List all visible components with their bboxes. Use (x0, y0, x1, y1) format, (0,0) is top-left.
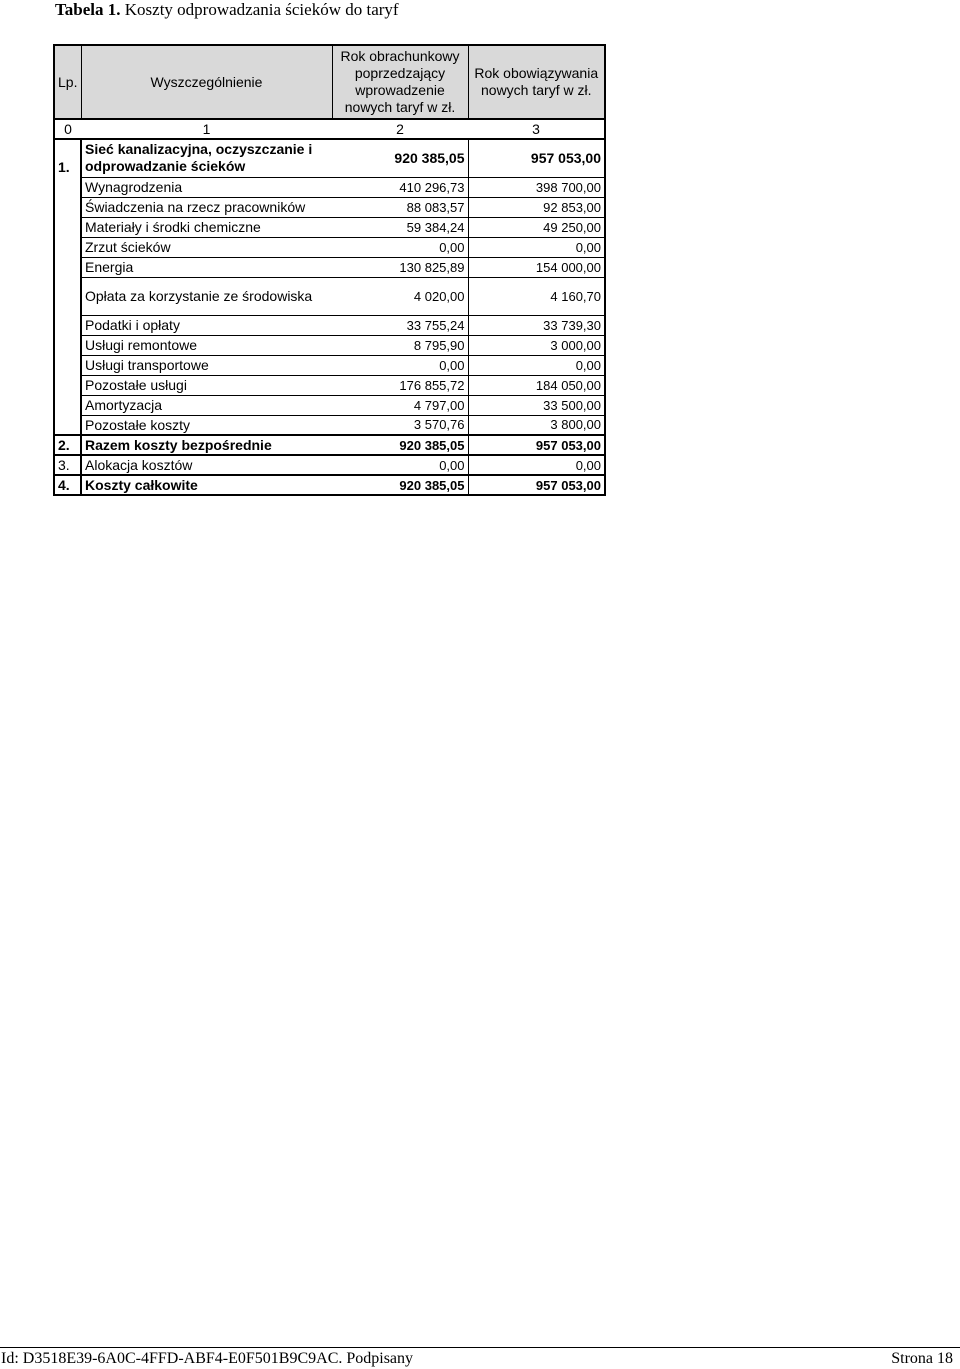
table-row (54, 277, 605, 315)
section-description-line: Sieć kanalizacyjna, oczyszczanie i (85, 141, 313, 158)
total-lp: 2. (54, 435, 81, 455)
index-cell: 0 (54, 119, 81, 139)
table-row (54, 335, 605, 355)
table-caption (55, 0, 399, 20)
row-lp (54, 375, 81, 395)
section-description (81, 139, 332, 177)
row-current-value: 0,00 (468, 237, 605, 257)
total-lp: 4. (54, 475, 81, 495)
table-row (54, 415, 605, 435)
row-description: Usługi remontowe (81, 335, 332, 355)
header-current-line: nowych taryf w zł. (481, 82, 592, 98)
section-lp: 1. (54, 139, 81, 177)
row-lp (54, 315, 81, 335)
row-description: Zrzut ścieków (81, 237, 332, 257)
row-lp (54, 237, 81, 257)
table-row (54, 197, 605, 217)
row-current-value: 92 853,00 (468, 197, 605, 217)
header-previous-line: wprowadzenie (355, 82, 445, 98)
total-current-value: 957 053,00 (468, 475, 605, 495)
total-row (54, 455, 605, 475)
table-row (54, 177, 605, 197)
row-current-value: 184 050,00 (468, 375, 605, 395)
row-description: Pozostałe usługi (81, 375, 332, 395)
row-lp (54, 277, 81, 315)
row-current-value: 0,00 (468, 355, 605, 375)
total-lp: 3. (54, 455, 81, 475)
header-lp: Lp. (54, 45, 81, 119)
table-row (54, 395, 605, 415)
row-previous-value: 410 296,73 (332, 177, 468, 197)
row-previous-value: 88 083,57 (332, 197, 468, 217)
row-previous-value: 33 755,24 (332, 315, 468, 335)
index-cell: 3 (468, 119, 605, 139)
row-description: Pozostałe koszty (85, 416, 191, 433)
row-description: Podatki i opłaty (81, 315, 332, 335)
row-current-value: 3 000,00 (468, 335, 605, 355)
row-description: Energia (81, 257, 332, 277)
caption-text: Koszty odprowadzania ścieków do taryf (124, 0, 399, 19)
row-current-value: 33 500,00 (468, 395, 605, 415)
row-previous-value: 0,00 (332, 355, 468, 375)
table-row (54, 237, 605, 257)
document-id: Id: D3518E39-6A0C-4FFD-ABF4-E0F501B9C9AC. Podpisany (1, 1350, 414, 1367)
section-previous-value: 920 385,05 (332, 139, 468, 177)
table-row (54, 217, 605, 237)
row-previous-value: 130 825,89 (332, 257, 468, 277)
row-current-value: 154 000,00 (468, 257, 605, 277)
row-previous-value: 3 570,76 (332, 415, 468, 435)
total-previous-value: 0,00 (332, 455, 468, 475)
table-row (54, 375, 605, 395)
section-current-value: 957 053,00 (468, 139, 605, 177)
total-row (54, 475, 605, 495)
row-description: Amortyzacja (81, 395, 332, 415)
row-lp (54, 415, 81, 435)
row-lp (54, 335, 81, 355)
index-row (54, 119, 605, 139)
total-previous-value: 920 385,05 (332, 475, 468, 495)
page-number: Strona 18 (891, 1350, 953, 1367)
table-row (54, 257, 605, 277)
section-row (54, 139, 605, 177)
row-previous-value: 4 797,00 (332, 395, 468, 415)
row-description: Świadczenia na rzecz pracowników (81, 197, 332, 217)
row-lp (54, 177, 81, 197)
row-previous-value: 8 795,90 (332, 335, 468, 355)
total-description: Alokacja kosztów (81, 455, 332, 475)
row-lp (54, 257, 81, 277)
total-row (54, 435, 605, 455)
header-description: Wyszczególnienie (81, 45, 332, 119)
header-previous-line: Rok obrachunkowy (340, 48, 460, 64)
row-lp (54, 355, 81, 375)
total-description: Koszty całkowite (81, 475, 332, 495)
row-previous-value: 176 855,72 (332, 375, 468, 395)
row-description: Opłata za korzystanie ze środowiska (81, 277, 332, 315)
row-current-value: 398 700,00 (468, 177, 605, 197)
header-previous-year (332, 45, 468, 119)
header-current-line: Rok obowiązywania (474, 65, 599, 81)
row-description: Materiały i środki chemiczne (81, 217, 332, 237)
row-previous-value: 4 020,00 (332, 277, 468, 315)
row-current-value: 49 250,00 (468, 217, 605, 237)
row-description: Wynagrodzenia (81, 177, 332, 197)
header-row (54, 45, 605, 119)
index-cell: 2 (332, 119, 468, 139)
total-current-value: 0,00 (468, 455, 605, 475)
table-row (54, 315, 605, 335)
row-lp (54, 217, 81, 237)
row-current-value: 33 739,30 (468, 315, 605, 335)
index-cell: 1 (81, 119, 332, 139)
row-description: Usługi transportowe (81, 355, 332, 375)
row-previous-value: 59 384,24 (332, 217, 468, 237)
page-footer (0, 1347, 960, 1368)
row-lp (54, 197, 81, 217)
section-description-line: odprowadzanie ścieków (85, 158, 246, 175)
header-current-year (468, 45, 605, 119)
row-previous-value: 0,00 (332, 237, 468, 257)
header-previous-line: nowych taryf w zł. (344, 99, 456, 115)
row-current-value: 3 800,00 (468, 415, 605, 435)
row-lp (54, 395, 81, 415)
table-row (54, 355, 605, 375)
caption-label: Tabela 1. (55, 0, 121, 19)
costs-table (53, 44, 606, 496)
total-description: Razem koszty bezpośrednie (81, 435, 332, 455)
header-previous-line: poprzedzający (354, 65, 446, 81)
total-previous-value: 920 385,05 (332, 435, 468, 455)
row-current-value: 4 160,70 (468, 277, 605, 315)
total-current-value: 957 053,00 (468, 435, 605, 455)
